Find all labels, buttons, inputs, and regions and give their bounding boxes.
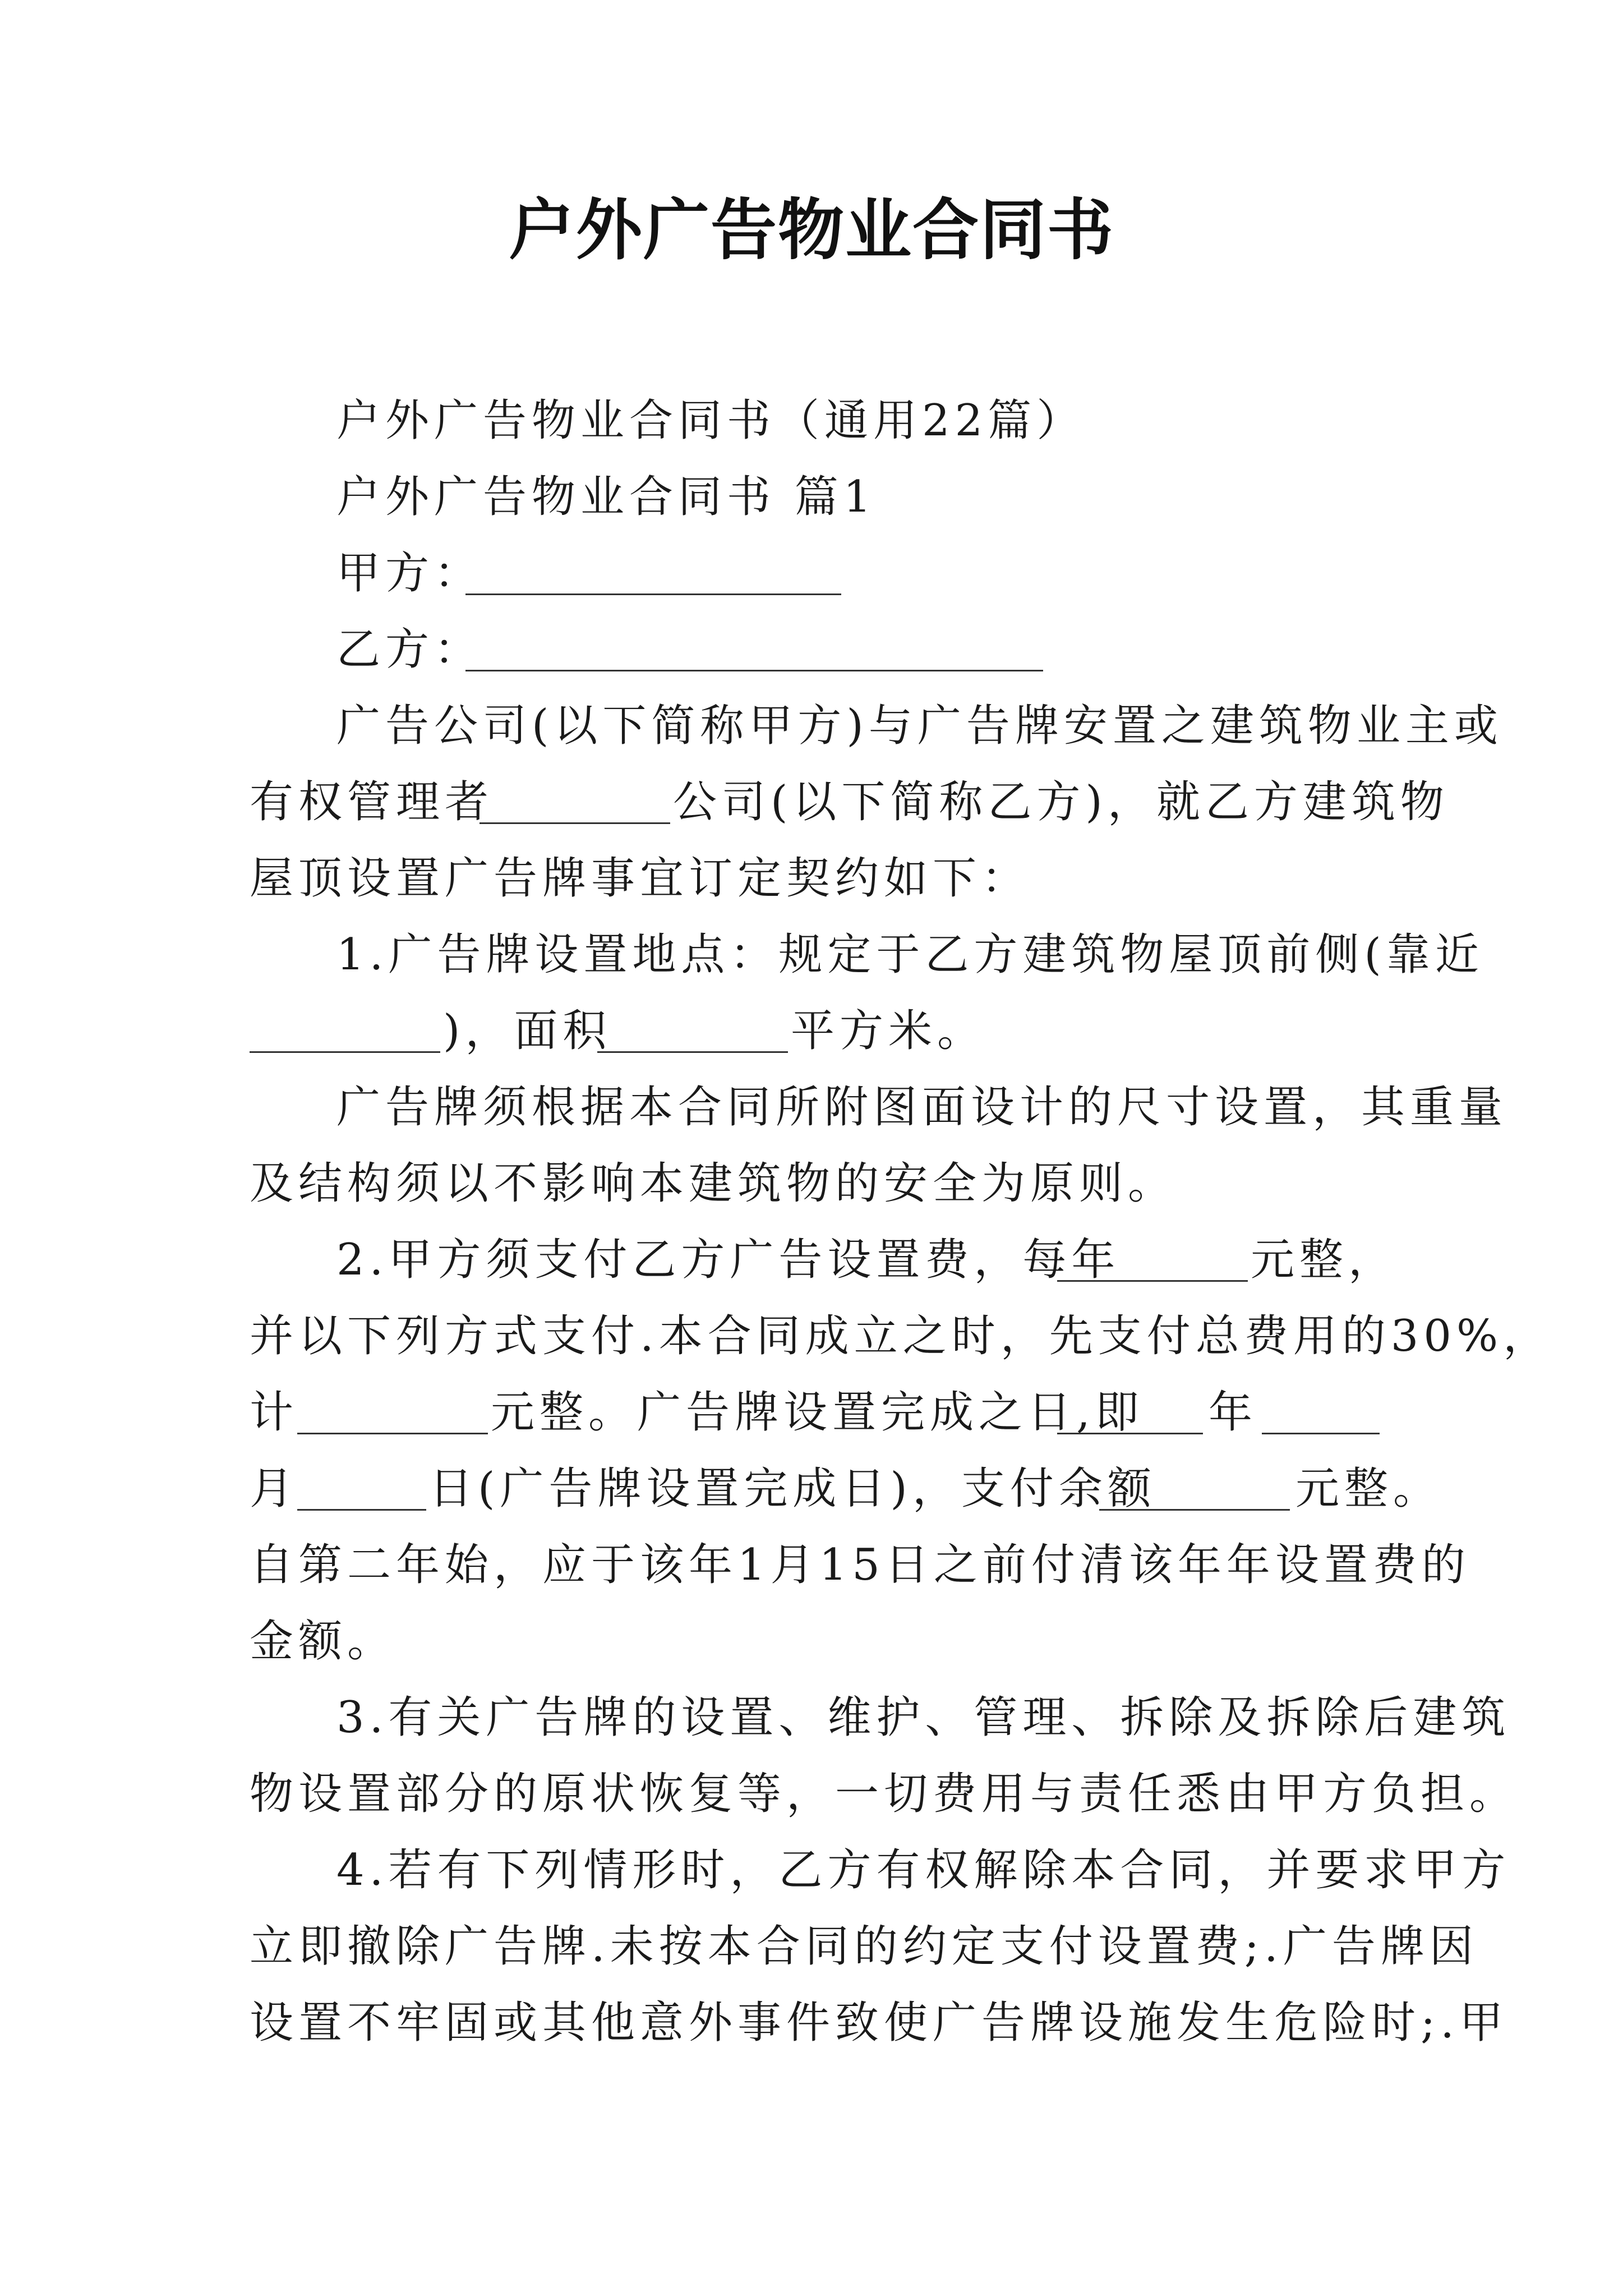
balance-blank xyxy=(1099,1509,1290,1511)
text-segment: 并以下列方式支付.本合同成立之时，先支付总费用的30%， xyxy=(250,1311,1552,1361)
document-title: 户外广告物业合同书 xyxy=(508,191,1114,269)
text-segment: 元整。 xyxy=(1295,1464,1442,1514)
text-segment: 广告牌须根据本合同所附图面设计的尺寸设置，其重量 xyxy=(336,1082,1508,1133)
year-blank xyxy=(1057,1433,1203,1434)
annual-fee-blank xyxy=(1057,1280,1248,1282)
text-segment: 2.甲方须支付乙方广告设置费，每年 xyxy=(336,1235,1121,1285)
text-segment: 户外广告物业合同书 篇1 xyxy=(336,472,877,522)
text-segment: 1.广告牌设置地点：规定于乙方建筑物屋顶前侧(靠近 xyxy=(336,930,1484,980)
location-blank xyxy=(250,1051,440,1053)
text-segment: 日(广告牌设置完成日)，支付余额 xyxy=(429,1464,1156,1514)
text-segment: 元整， xyxy=(1251,1235,1398,1285)
first-payment-blank xyxy=(297,1433,488,1434)
text-segment: 月 xyxy=(250,1464,299,1514)
text-segment: 公司(以下简称乙方)，就乙方建筑物 xyxy=(673,777,1449,827)
month-blank-trailing xyxy=(1262,1433,1380,1434)
text-segment: 户外广告物业合同书（通用22篇） xyxy=(336,395,1086,446)
party-a-label: 甲方： xyxy=(336,548,483,599)
text-segment: 计 xyxy=(250,1387,299,1438)
text-segment: 设置不牢固或其他意外事件致使广告牌设施发生危险时;.甲 xyxy=(250,1998,1509,2048)
text-segment: 平方米。 xyxy=(791,1006,986,1056)
text-segment: 及结构须以不影响本建筑物的安全为原则。 xyxy=(250,1158,1177,1209)
party-a-blank xyxy=(465,593,841,595)
text-segment: 3.有关广告牌的设置、维护、管理、拆除及拆除后建筑 xyxy=(336,1692,1511,1743)
party-b-label: 乙方： xyxy=(336,624,483,675)
text-segment: 广告公司(以下简称甲方)与广告牌安置之建筑物业主或 xyxy=(336,701,1503,751)
text-segment: 年 xyxy=(1209,1387,1258,1438)
area-blank xyxy=(597,1051,788,1053)
company-blank xyxy=(479,822,670,824)
text-segment: 金额。 xyxy=(250,1616,396,1667)
text-segment: 有权管理者 xyxy=(250,777,494,827)
party-b-blank xyxy=(465,670,1043,671)
text-segment: 立即撤除广告牌.未按本合同的约定支付设置费;.广告牌因 xyxy=(250,1921,1478,1972)
text-segment: 屋顶设置广告牌事宜订定契约如下： xyxy=(250,853,1031,904)
text-segment: 元整。广告牌设置完成之日,即 xyxy=(491,1387,1144,1438)
day-blank xyxy=(297,1509,426,1511)
text-segment: )，面积 xyxy=(443,1006,612,1056)
text-segment: 物设置部分的原状恢复等，一切费用与责任悉由甲方负担。 xyxy=(250,1769,1519,1819)
text-segment: 自第二年始，应于该年1月15日之前付清该年年设置费的 xyxy=(250,1540,1470,1590)
text-segment: 4.若有下列情形时，乙方有权解除本合同，并要求甲方 xyxy=(336,1845,1511,1895)
